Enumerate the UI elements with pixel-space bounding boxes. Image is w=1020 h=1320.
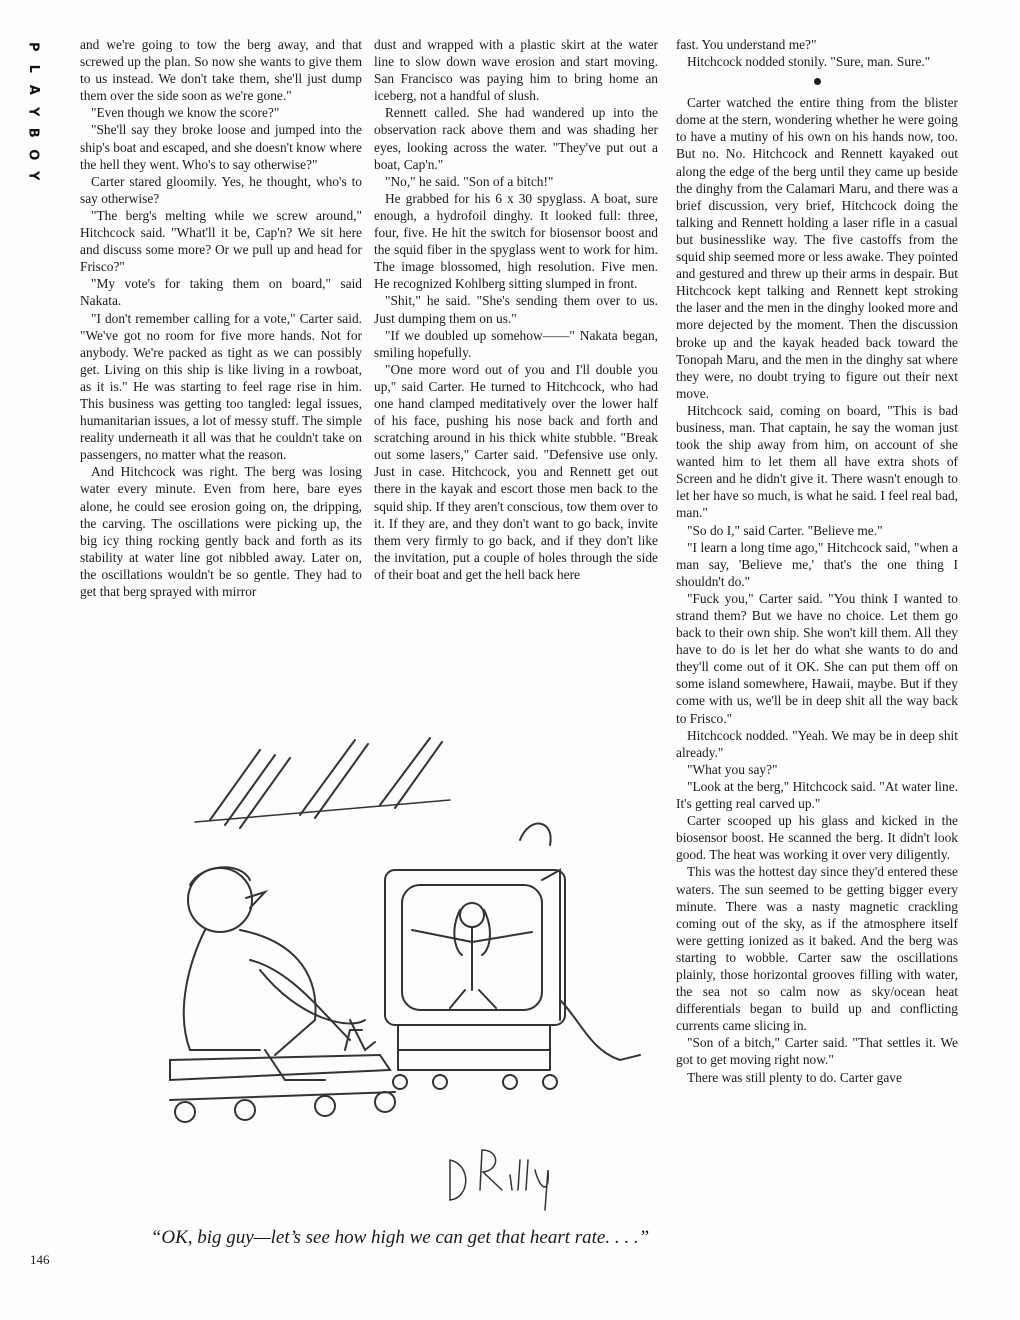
masthead-letter: Y <box>25 171 41 181</box>
paragraph: And Hitchcock was right. The berg was losing water every minute. Even from here, bare eyes alone, he could see erosion going on, the dripping, the carving. The oscillations were picking up, the big icy thing rocking gently back and forth as its stability at water line got nibbled away. Later on, the oscillations wouldn't be so gentle. They had to get that berg sprayed with mirror <box>80 464 362 599</box>
paragraph: Hitchcock nodded stonily. "Sure, man. Sure." <box>687 54 931 70</box>
paragraph: "The berg's melting while we screw around," Hitchcock said. "What'll it be, Cap'n? We sit here and discuss some more? Or we pull up and head for Frisco?" <box>80 207 362 275</box>
paragraph: "Look at the berg," Hitchcock said. "At water line. It's getting real carved up." <box>676 778 958 812</box>
paragraph: Carter scooped up his glass and kicked in the biosensor boost. He scanned the berg. It didn't look good. The heat was working it over very diligently. <box>676 813 958 863</box>
paragraph: fast. You understand me?" <box>676 37 817 52</box>
article-column-2 <box>374 36 658 583</box>
masthead-letter: L <box>25 64 41 73</box>
paragraph: "So do I," said Carter. "Believe me." <box>687 522 883 538</box>
masthead-letter: A <box>25 84 41 95</box>
paragraph: dust and wrapped with a plastic skirt at the water line to slow down wave erosion and start moving. San Francisco was paying him to bring home an iceberg, not a handful of slush. <box>374 37 658 104</box>
masthead-letter: O <box>25 148 41 160</box>
paragraph: This was the hottest day since they'd entered these waters. The sun seemed to be getting bigger every minute. There was a nasty magnetic crackling coming out of the sky, as if the atmosphere itself were getting ionized as it baked. And the berg was starting to wobble. Carter saw the oscillations plainly, those horizontal grooves filling with water, the sea not so calm now as sky/ocean heat differentials began to build up and conflicting currents came slicing in. <box>676 864 958 1034</box>
masthead-letter: Y <box>25 106 41 116</box>
masthead-letter: B <box>25 127 41 138</box>
paragraph: "Even though we know the score?" <box>91 105 280 121</box>
section-break-dot <box>676 76 958 86</box>
paragraph: Hitchcock nodded. "Yeah. We may be in deep shit already." <box>676 727 958 760</box>
paragraph: "No," he said. "Son of a bitch!" <box>385 173 554 189</box>
paragraph: Rennett called. She had wandered up into the observation rack above them and was shading her eyes, looking across the water. "They've put out a boat, Cap'n." <box>374 105 658 172</box>
paragraph: He grabbed for his 6 x 30 spyglass. A boat, sure enough, a hydrofoil dinghy. It looked full: three, four, five. He hit the switch for biosensor boost and the squid fiber in the spyglass went to work for him. The image blossomed, high resolution. Five men. He recognized Kohlberg sitting slumped in front. <box>374 190 658 292</box>
paragraph: "I learn a long time ago," Hitchcock said, "when a man say, 'Believe me,' that's the one thing I shouldn't do." <box>676 539 958 589</box>
artist-signature <box>450 1150 548 1210</box>
article-column-3 <box>676 36 958 1086</box>
paragraph: There was still plenty to do. Carter gave <box>687 1069 902 1085</box>
paragraph: and we're going to tow the berg away, and that screwed up the plan. So now she wants to give them to us instead. We don't take them, she'll just dump them over the side soon as we're gone." <box>80 37 362 104</box>
television-sketch <box>385 824 640 1089</box>
paragraph: "She'll say they broke loose and jumped into the ship's boat and escaped, and she doesn't know where the hell they went. Who's to say otherwise?" <box>80 122 362 172</box>
masthead <box>22 36 44 187</box>
paragraph: "Son of a bitch," Carter said. "That settles it. We got to get moving right now." <box>676 1035 958 1068</box>
masthead-letter: P <box>25 41 41 52</box>
paragraph: Carter stared gloomily. Yes, he thought, who's to say otherwise? <box>80 173 362 206</box>
article-column-1 <box>80 36 362 600</box>
paragraph: Hitchcock said, coming on board, "This is bad business, man. That captain, he say the woman just took the ship away from him, on account of she wanted him to let them all have extra shots of Screen and he didn't give it. There wasn't enough to let her have so much, is what he said. I feel real bad, man." <box>676 402 958 521</box>
paragraph: Carter watched the entire thing from the blister dome at the stern, wondering whether he were going to have a mutiny of his own on his hands now, too. But no. No. Hitchcock and Rennett kayaked out along the edge of the berg until they came up beside the dinghy from the Calamari Maru, and there was a brief discussion, very brief, Hitchcock doing the talking and Rennett holding a laser rifle in a casual but businesslike way. The five castoffs from the squid ship seemed more or less awake. They pointed and gestured and threw up their arms in despair. But Hitchcock kept talking and Rennett kept stroking the laser and the men in the dinghy looked more and more dejected by the moment. Then the discussion broke up and the kayak headed back toward the Tonopah Maru, and the men in the dinghy sat where they were, no doubt trying to figure out their next move. <box>676 95 959 401</box>
paragraph: "I don't remember calling for a vote," Carter said. "We've got no room for five more hands. Not for anybody. We're packed as tight as we can possibly get. Living on this ship is like living in a rowboat, as it is." He was starting to feel rage rise in him. This business was getting too tangled: legal issues, humanitarian issues, a lot of messy stuff. The simple reality underneath it all was that he couldn't take on passengers, no matter what the reason. <box>80 310 362 463</box>
cartoon-illustration <box>150 720 650 1225</box>
paragraph: "Fuck you," Carter said. "You think I wanted to strand them? But we have no choice. Let them go back to their own ship. She won't kill them. All they have to do is let her do what she wants to do and they'll come out of it OK. She can put them off on some island somewhere, Hawaii, maybe. But if they come with us, we'll be in deep shit all the way back to Frisco." <box>676 590 958 726</box>
paragraph: "What you say?" <box>687 761 778 777</box>
window-sketch <box>195 738 450 828</box>
cartoon-caption: “OK, big guy—let’s see how high we can get that heart rate. . . .” <box>150 1227 650 1248</box>
paragraph: "My vote's for taking them on board," said Nakata. <box>80 276 362 309</box>
paragraph: "If we doubled up somehow——" Nakata began, smiling hopefully. <box>374 327 658 360</box>
paragraph: "One more word out of you and I'll double you up," said Carter. He turned to Hitchcock, who had one hand clamped meditatively over the lower half of his face, pushing his nose back and forth and scratching around in his thick white stubble. "Break out some lasers," Carter said. "Defensive use only. Just in case. Hitchcock, you and Rennett get out there in the kayak and escort those men back to the squid ship. If they aren't conscious, tow them over to it. If they are, and they don't want to go back, invite them very firmly to go back, and if they don't like the invitation, put a couple of holes through the side of their boat and get the hell back here <box>374 361 658 582</box>
page-number: 146 <box>30 1252 50 1267</box>
paragraph: "Shit," he said. "She's sending them over to us. Just dumping them on us." <box>374 293 658 326</box>
